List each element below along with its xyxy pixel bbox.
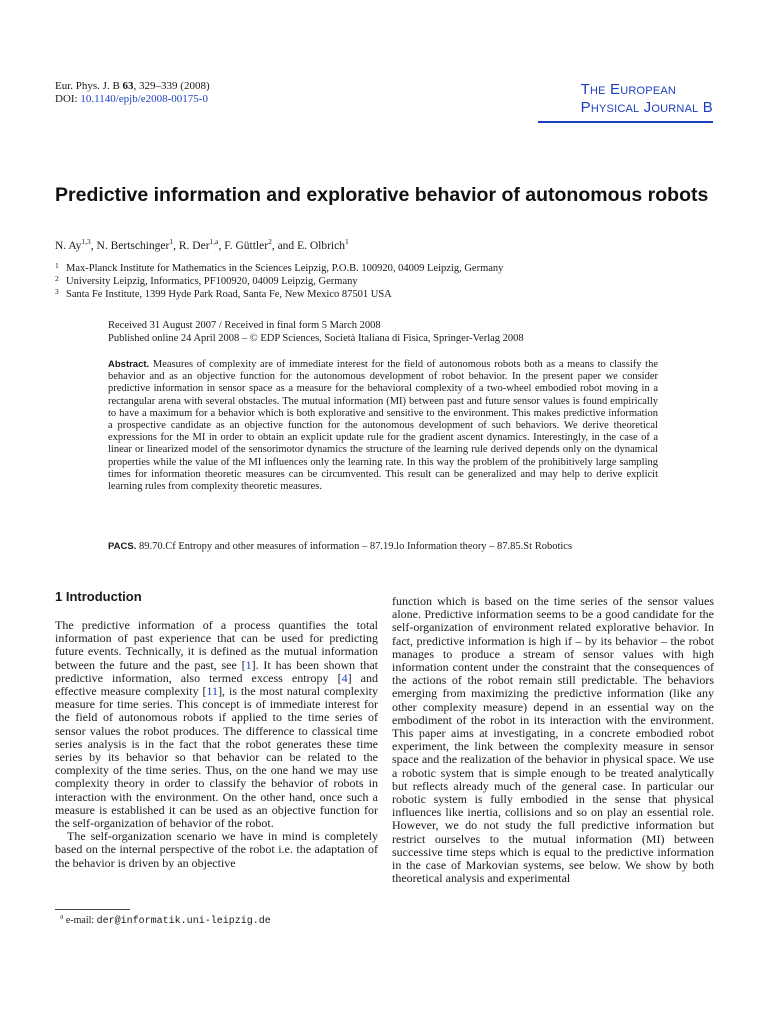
volume-number: 63 <box>122 80 134 92</box>
author-name: N. Bertschinger <box>96 240 170 252</box>
footnote-label: e-mail: <box>65 915 97 926</box>
body-column-left <box>55 619 378 870</box>
citation-link[interactable]: 1 <box>245 657 252 672</box>
abstract-label: Abstract. <box>108 359 150 370</box>
citation-link[interactable]: 4 <box>341 670 348 685</box>
author-name: F. Güttler <box>224 240 269 252</box>
publication-dates <box>108 319 524 345</box>
paragraph: function which is based on the time series of the sensor values alone. Predictive information seems to be a good candidate for the self-organization of environment related explorative behavior. In fact, predictive information is high if – by its behavior – the robot manages to produce a stream of sensor values with high information content under the constraint that the consequences of the actions of the robot remain still predictable. The behaviors emerging from maximizing the predictive information (like any other complexity measure) depend in an essential way on the embodiment of the robot in its interaction with the environment. This paper aims at investigating, in a concrete embodied robot experiment, the link between the complexity measure in sensor space and the realization of the behavior in physical space. We use a robotic system that is simple enough to be treated analytically but reflects already much of the general case. In particular our robotic system is fully embodied in the sense that physical influences like inertia, collisions and so on play an essential role. However, we do not study the full predictive information but restrict ourselves to the mutual information (MI) between successive time steps which is equal to the predictive information in the case of Markovian systems, see below. We show by both theoretical analysis and experimental <box>392 594 714 886</box>
affiliation-text: Max-Planck Institute for Mathematics in the Sciences Leipzig, P.O.B. 100920, 04009 Leipzig, Germany <box>66 263 504 274</box>
author-name: R. Der <box>178 240 210 252</box>
author-list: N. Ay$^{1,3}$, N. Bertschinger$^1$, R. Der$^{1,a}$, F. Güttler$^2$, and E. Olbrich$^1$ <box>55 237 349 252</box>
paper-title: Predictive information and explorative behavior of autonomous robots <box>55 184 709 206</box>
footnote-email[interactable]: der@informatik.uni-leipzig.de <box>96 916 271 927</box>
journal-name-line2: Physical Journal B <box>580 99 713 116</box>
author-affil-mark: 1,a <box>209 237 219 247</box>
author-affil-mark: 1,3 <box>81 237 91 247</box>
affiliation-text: University Leipzig, Informatics, PF100920, 04009 Leipzig, Germany <box>66 276 358 287</box>
abstract-text: Measures of complexity are of immediate interest for the field of autonomous robots both as a means to classify the behavior and as an objective function for the autonomous development of robot behavior. In the present paper we consider predictive information in sensor space as a measure for the behavioral complexity of a two-wheel embodied robot moving in a rectangular arena with several obstacles. The mutual information (MI) between past and future sensor values is found empirically to have a maximum for a behavior which is both explorative and sensitive to the environment. This makes predictive information a prospective candidate as an objective function for the autonomous development of such behaviors. We derive theoretical expressions for the MI in order to obtain an explicit update rule for the gradient ascent dynamics. Interestingly, in the case of a linear or linearized model of the sensorimotor dynamics the structure of the learning rule derived depends only on the dynamical properties while the value of the MI influences only the learning rate. In this way the problem of the prohibitively large sampling times for information theoretic measures can be circumvented. This result can be generalized and may help to derive explicit learning rules from complexity theoretic measures. <box>108 359 659 493</box>
pacs-codes <box>108 540 663 553</box>
affiliation-item: 2 University Leipzig, Informatics, PF100920, 04009 Leipzig, Germany <box>55 274 358 287</box>
journal-rule <box>538 121 713 123</box>
author-name: E. Olbrich <box>297 240 345 252</box>
journal-logo <box>581 81 713 117</box>
footnote-mark: a <box>60 911 64 921</box>
received-date: Received 31 August 2007 / Received in final form 5 March 2008 <box>108 320 381 331</box>
affiliation-text: Santa Fe Institute, 1399 Hyde Park Road, Santa Fe, New Mexico 87501 USA <box>66 289 392 300</box>
footnote-rule <box>55 909 130 910</box>
journal-name-line1: The European <box>580 81 677 98</box>
affiliation-list <box>55 262 503 301</box>
published-date: Published online 24 April 2008 – © EDP Sciences, Società Italiana di Fisica, Springer-Verlag 2008 <box>108 333 524 344</box>
citation-line: Eur. Phys. J. B 63, 329–339 (2008) <box>55 80 210 92</box>
pacs-label: PACS. <box>108 541 137 552</box>
footnote <box>60 911 271 928</box>
citation-header <box>55 80 210 106</box>
section-heading: 1 Introduction <box>55 589 142 604</box>
affiliation-item: 3 Santa Fe Institute, 1399 Hyde Park Road, Santa Fe, New Mexico 87501 USA <box>55 287 392 300</box>
pacs-text: 89.70.Cf Entropy and other measures of information – 87.19.lo Information theory – 87.85.St Robotics <box>138 541 573 552</box>
affiliation-item: 1 Max-Planck Institute for Mathematics in the Sciences Leipzig, P.O.B. 100920, 04009 Leipzig, Germany <box>55 261 504 274</box>
author-affil-mark: 1 <box>344 237 349 247</box>
citation-link[interactable]: 11 <box>206 684 219 699</box>
body-column-right <box>392 595 714 885</box>
doi-line: DOI: 10.1140/epjb/e2008-00175-0 <box>55 93 208 105</box>
paragraph: The self-organization scenario we have in mind is completely based on the internal perspective of the robot i.e. the adaptation of the behavior is driven by an objective <box>55 829 378 870</box>
abstract <box>108 359 658 493</box>
doi-link[interactable]: 10.1140/epjb/e2008-00175-0 <box>80 93 208 105</box>
author-affil-mark: 1 <box>169 237 174 247</box>
author-affil-mark: 2 <box>268 237 272 247</box>
author-name: N. Ay <box>55 240 82 252</box>
paragraph: The predictive information of a process quantifies the total information of past experience that can be used for predicting future events. Technically, it is defined as the mutual information between the future and the past, see [1]. It has been shown that predictive information, also termed excess entropy [4] and effective measure complexity [11], is the most natural complexity measure for time series. This concept is of immediate interest for the field of autonomous robots if applied to the time series of sensor values the robot produces. The difference to classical time series analysis is in the fact that the robot generates these time series by its behavior so that behavior can be related to the complexity of the time series. Thus, on the one hand we may use complexity theory in order to classify the behavior of robots in interaction with the environment. On the other hand, once such a measure is established it can be used as an objective function for the self-organization of behavior of the robot. <box>55 618 379 831</box>
